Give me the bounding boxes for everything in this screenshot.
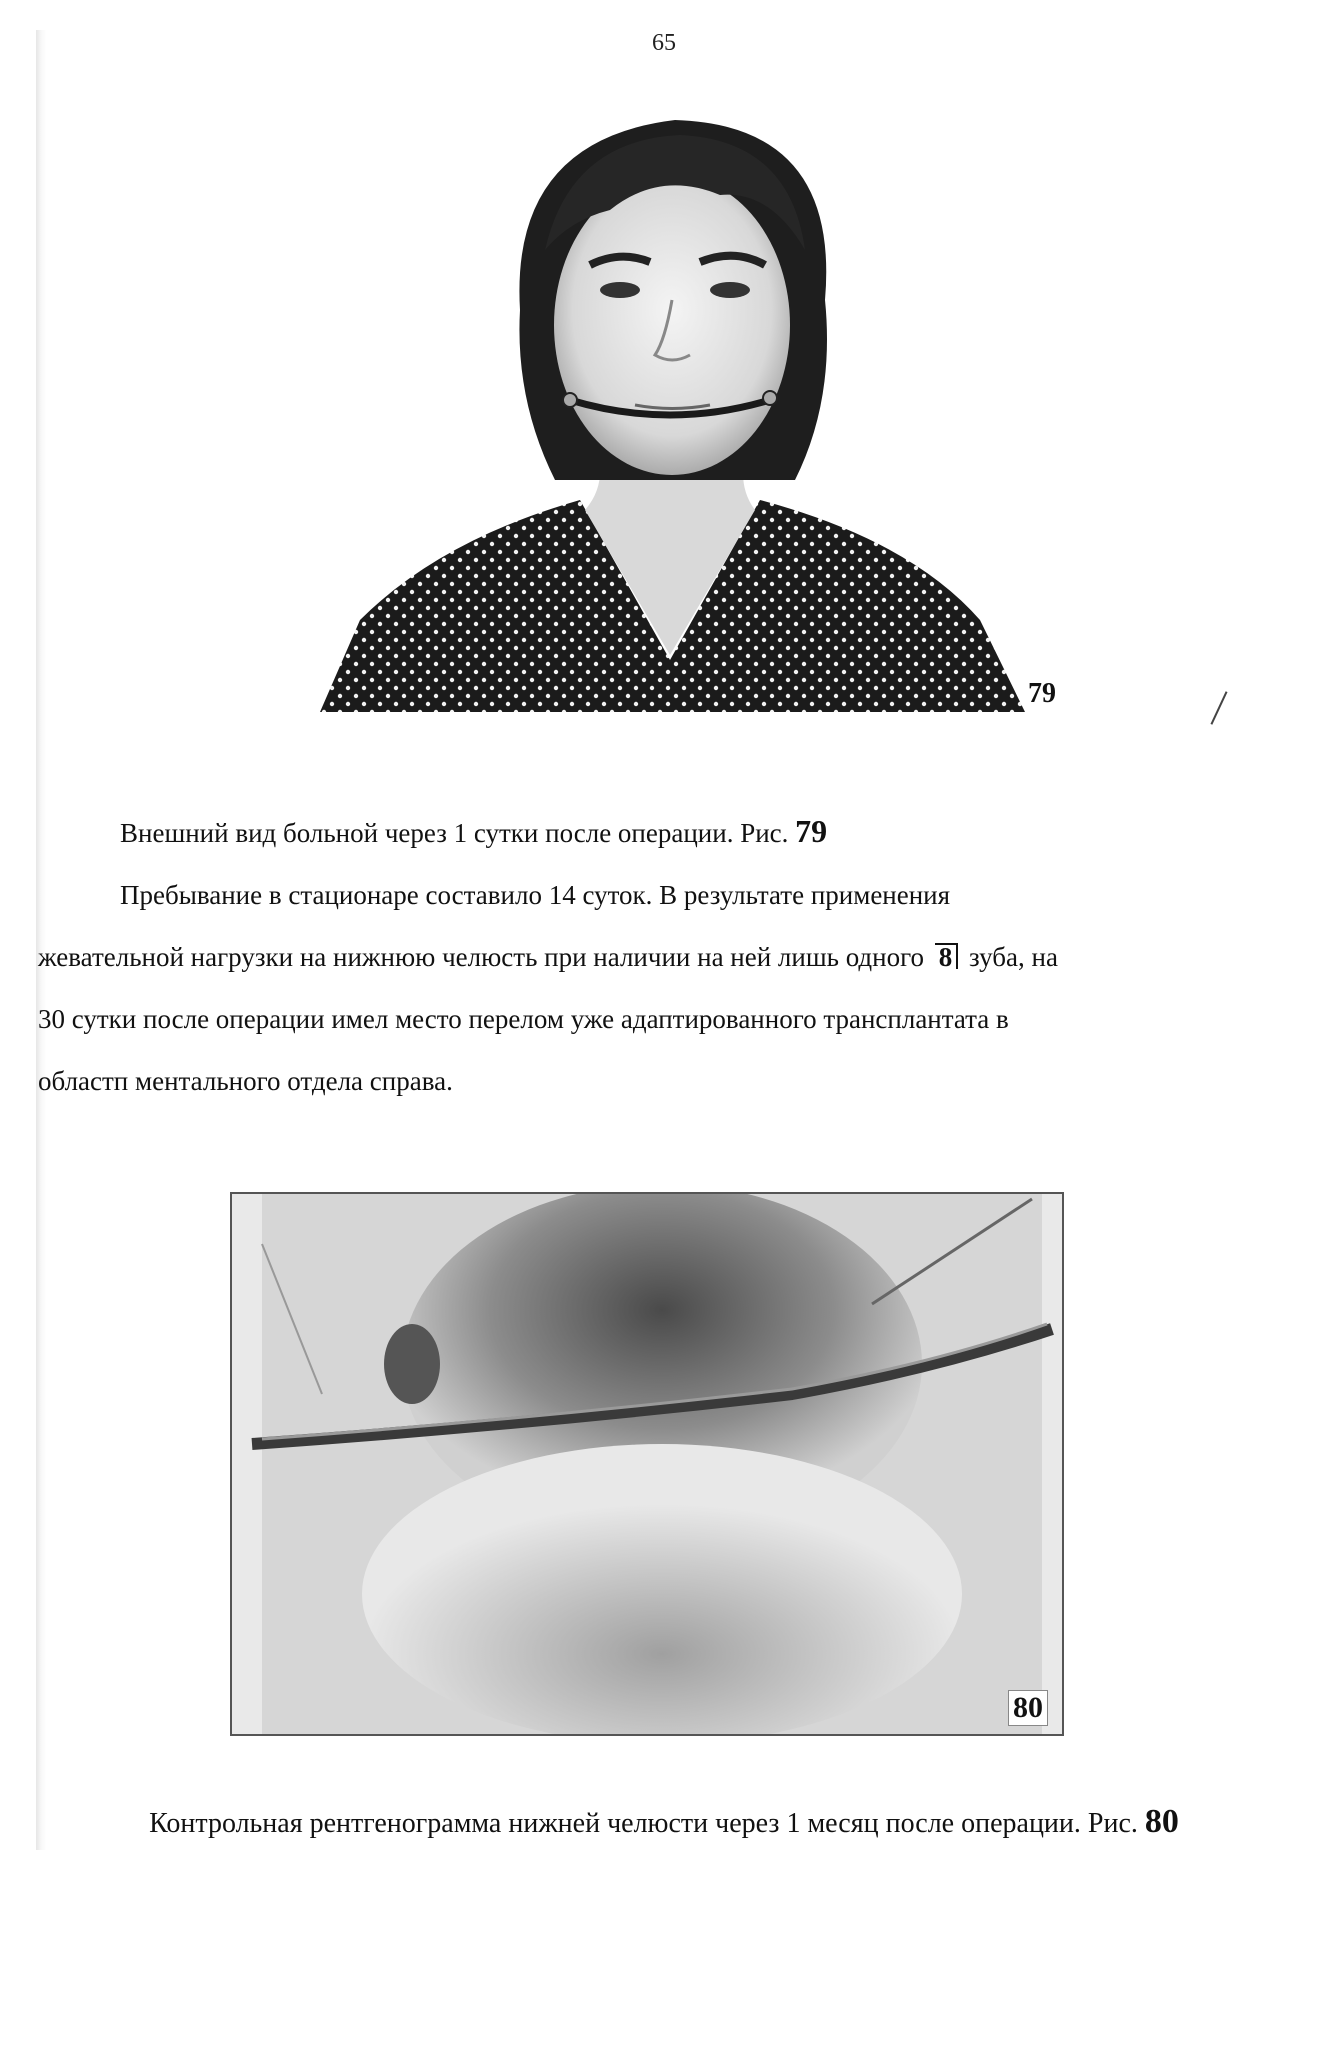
patient-photo-illustration bbox=[320, 100, 1025, 712]
stray-mark bbox=[1210, 691, 1227, 724]
caption-80 bbox=[0, 1803, 1328, 1841]
patient-photo bbox=[320, 100, 1025, 712]
figure-79-label: 79 bbox=[1028, 678, 1056, 709]
paragraph-line-5: областп ментального отдела справа. bbox=[38, 1066, 453, 1096]
caption-79-text: Внешний вид больной через 1 сутки после операции. Рис. bbox=[120, 818, 789, 848]
caption-79-line bbox=[38, 800, 1258, 864]
body-text bbox=[38, 800, 1258, 1112]
tooth-notation: 8 bbox=[935, 943, 959, 969]
figure-80-label: 80 bbox=[1008, 1690, 1048, 1726]
paragraph-line-3-before: жевательной нагрузки на нижнюю челюсть при наличии на ней лишь одного bbox=[38, 942, 925, 972]
paragraph-line-3-after: зуба, на bbox=[969, 942, 1058, 972]
page-number: 65 bbox=[652, 30, 676, 56]
paragraph-line-2: Пребывание в стационаре составило 14 суток. В результате применения bbox=[120, 880, 951, 910]
paragraph-line-4: 30 сутки после операции имел место перелом уже адаптированного трансплантата в bbox=[38, 1004, 1009, 1034]
xray-image bbox=[230, 1192, 1064, 1736]
caption-79-fig: 79 bbox=[795, 813, 828, 849]
caption-80-fig: 80 bbox=[1144, 1803, 1179, 1840]
paragraph-line-3 bbox=[38, 926, 1258, 988]
xray-illustration bbox=[232, 1194, 1062, 1734]
caption-80-text: Контрольная рентгенограмма нижней челюсти через 1 месяц после операции. Рис. bbox=[149, 1808, 1138, 1839]
